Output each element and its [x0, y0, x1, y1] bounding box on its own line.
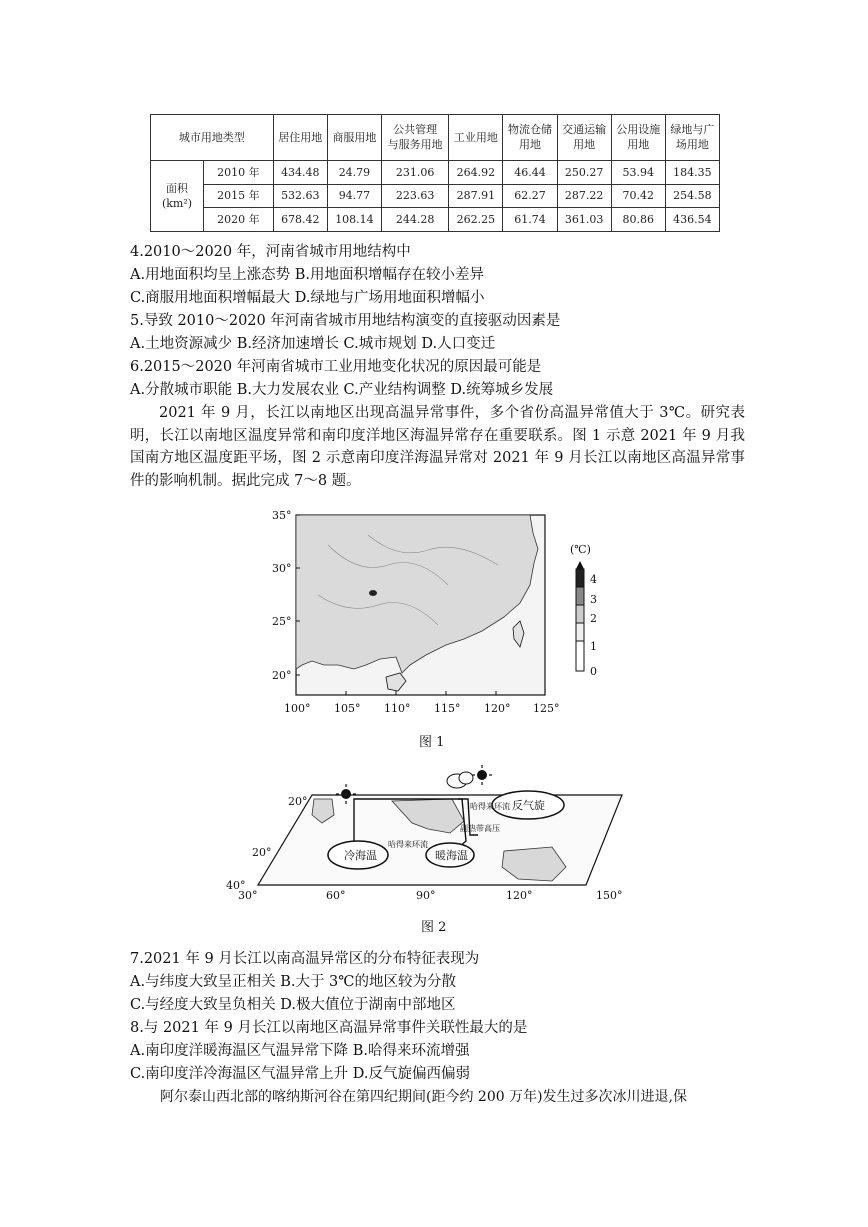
y-tick-label: 20° — [272, 669, 292, 682]
figure-1-caption: 图 1 — [419, 735, 445, 750]
legend-value: 1 — [590, 640, 597, 653]
table-cell: 434.48 — [273, 160, 327, 184]
x-tick-label: 120° — [484, 702, 511, 715]
y-tick-label: 35° — [272, 509, 292, 522]
y-tick-label: 25° — [272, 615, 292, 628]
x-tick-label: 150° — [596, 889, 623, 902]
intro-paragraph: 2021 年 9 月，长江以南地区出现高温异常事件，多个省份高温异常值大于 3℃。研究表明，长江以南地区温度异常和南印度洋地区海温异常存在重要联系。图 1 示意 2021 年 9 月我国南方地区温度距平场，图 2 示意南印度洋海温异常对 2021 年 9 月长江以南地区高温异常事件的影响机制。据此完成 7～8 题。 — [130, 405, 745, 489]
question-8: 8.与 2021 年 9 月长江以南地区高温异常事件关联性最大的是 — [130, 1020, 528, 1036]
x-tick-label: 30° — [238, 889, 258, 902]
question-4-options-ab: A.用地面积均呈上涨态势 B.用地面积增幅存在较小差异 — [130, 267, 484, 283]
question-7-options-ab: A.与纬度大致呈正相关 B.大于 3℃的地区较为分散 — [130, 974, 457, 990]
lat-tick-label: 20° — [252, 846, 272, 859]
lat-tick-label: 20° — [288, 795, 308, 808]
legend-swatch — [576, 641, 584, 671]
table-cell: 184.35 — [665, 160, 719, 184]
table-cell: 108.14 — [327, 208, 381, 232]
table-cell: 94.77 — [327, 184, 381, 208]
figure-2-map — [222, 763, 642, 913]
figure-2-caption: 图 2 — [421, 920, 447, 935]
table-header-cell: 居住用地 — [273, 115, 327, 161]
final-paragraph: 阿尔泰山西北部的喀纳斯河谷在第四纪期间(距今约 200 万年)发生过多次冰川进退,保 — [160, 1089, 687, 1105]
temperature-max-spot — [369, 590, 377, 596]
table-cell: 24.79 — [327, 160, 381, 184]
table-cell: 80.86 — [611, 208, 665, 232]
cloud-icon — [447, 772, 473, 788]
table-header-cell: 工业用地 — [449, 115, 503, 161]
question-8-options-cd: C.南印度洋冷海温区气温异常上升 D.反气旋偏西偏弱 — [130, 1066, 471, 1082]
table-cell: 70.42 — [611, 184, 665, 208]
cold-sea-label: 冷海温 — [344, 849, 377, 862]
table-cell: 231.06 — [382, 160, 449, 184]
table-cell: 287.91 — [449, 184, 503, 208]
table-row — [151, 160, 720, 184]
legend-swatch — [576, 605, 584, 623]
question-5: 5.导致 2010～2020 年河南省城市用地结构演变的直接驱动因素是 — [130, 313, 561, 329]
table-header-cell: 物流仓储 用地 — [503, 115, 557, 161]
figure-1-map — [268, 505, 613, 720]
table-cell: 244.28 — [382, 208, 449, 232]
question-5-options: A.土地资源减少 B.经济加速增长 C.城市规划 D.人口变迁 — [130, 336, 496, 352]
legend-value: 4 — [590, 573, 597, 586]
table-cell: 361.03 — [557, 208, 611, 232]
lat-tick-label: 40° — [226, 879, 246, 892]
subtropical-high-label: 副热带高压 — [460, 824, 500, 833]
table-header-cell: 绿地与广 场用地 — [665, 115, 719, 161]
x-tick-label: 120° — [506, 889, 533, 902]
question-4: 4.2010～2020 年，河南省城市用地结构中 — [130, 244, 411, 260]
table-cell: 46.44 — [503, 160, 557, 184]
table-cell: 264.92 — [449, 160, 503, 184]
table-cell: 678.42 — [273, 208, 327, 232]
question-4-options-cd: C.商服用地面积增幅最大 D.绿地与广场用地面积增幅小 — [130, 290, 485, 306]
x-tick-label: 125° — [533, 702, 560, 715]
legend-arrow-icon — [576, 561, 584, 569]
table-cell: 532.63 — [273, 184, 327, 208]
hadley-label: 哈得来环流 — [388, 840, 428, 849]
anticyclone-label: 反气旋 — [512, 799, 545, 812]
question-7-options-cd: C.与经度大致呈负相关 D.极大值位于湖南中部地区 — [130, 997, 456, 1013]
table-year-cell: 2010 年 — [204, 160, 274, 184]
question-6-options: A.分散城市职能 B.大力发展农业 C.产业结构调整 D.统筹城乡发展 — [130, 382, 554, 398]
table-cell: 262.25 — [449, 208, 503, 232]
hadley-label: 哈得来环流 — [470, 802, 510, 811]
table-row — [151, 208, 720, 232]
question-8-options-ab: A.南印度洋暖海温区气温异常下降 B.哈得来环流增强 — [130, 1043, 470, 1059]
question-7: 7.2021 年 9 月长江以南高温异常区的分布特征表现为 — [130, 951, 480, 967]
table-cell: 436.54 — [665, 208, 719, 232]
question-6: 6.2015～2020 年河南省城市工业用地变化状况的原因最可能是 — [130, 359, 542, 375]
table-header-row — [151, 115, 720, 161]
legend-swatch — [576, 569, 584, 587]
table-row-group-label: 面积(km²) — [151, 160, 204, 231]
x-tick-label: 100° — [284, 702, 311, 715]
table-header-cell: 商服用地 — [327, 115, 381, 161]
sun-icon — [472, 765, 492, 785]
x-tick-label: 115° — [434, 702, 461, 715]
table-cell: 287.22 — [557, 184, 611, 208]
table-cell: 250.27 — [557, 160, 611, 184]
table-header-cell: 公用设施 用地 — [611, 115, 665, 161]
table-header-cell: 交通运输 用地 — [557, 115, 611, 161]
table-cell: 62.27 — [503, 184, 557, 208]
table-cell: 223.63 — [382, 184, 449, 208]
table-header-cell: 公共管理 与服务用地 — [382, 115, 449, 161]
x-tick-label: 110° — [384, 702, 411, 715]
legend-unit: (℃) — [570, 543, 591, 556]
legend-value: 2 — [590, 612, 597, 625]
legend-value: 0 — [590, 665, 597, 678]
y-tick-label: 30° — [272, 562, 292, 575]
table-header-type: 城市用地类型 — [151, 115, 274, 161]
legend-swatch — [576, 587, 584, 605]
x-tick-label: 60° — [326, 889, 346, 902]
legend-value: 3 — [590, 593, 597, 606]
x-tick-label: 105° — [334, 702, 361, 715]
warm-sea-label: 暖海温 — [435, 849, 468, 862]
table-row — [151, 184, 720, 208]
land-use-table — [150, 114, 720, 232]
table-cell: 254.58 — [665, 184, 719, 208]
table-year-cell: 2015 年 — [204, 184, 274, 208]
table-cell: 61.74 — [503, 208, 557, 232]
x-tick-label: 90° — [416, 889, 436, 902]
table-cell: 53.94 — [611, 160, 665, 184]
legend-swatch — [576, 623, 584, 641]
table-year-cell: 2020 年 — [204, 208, 274, 232]
